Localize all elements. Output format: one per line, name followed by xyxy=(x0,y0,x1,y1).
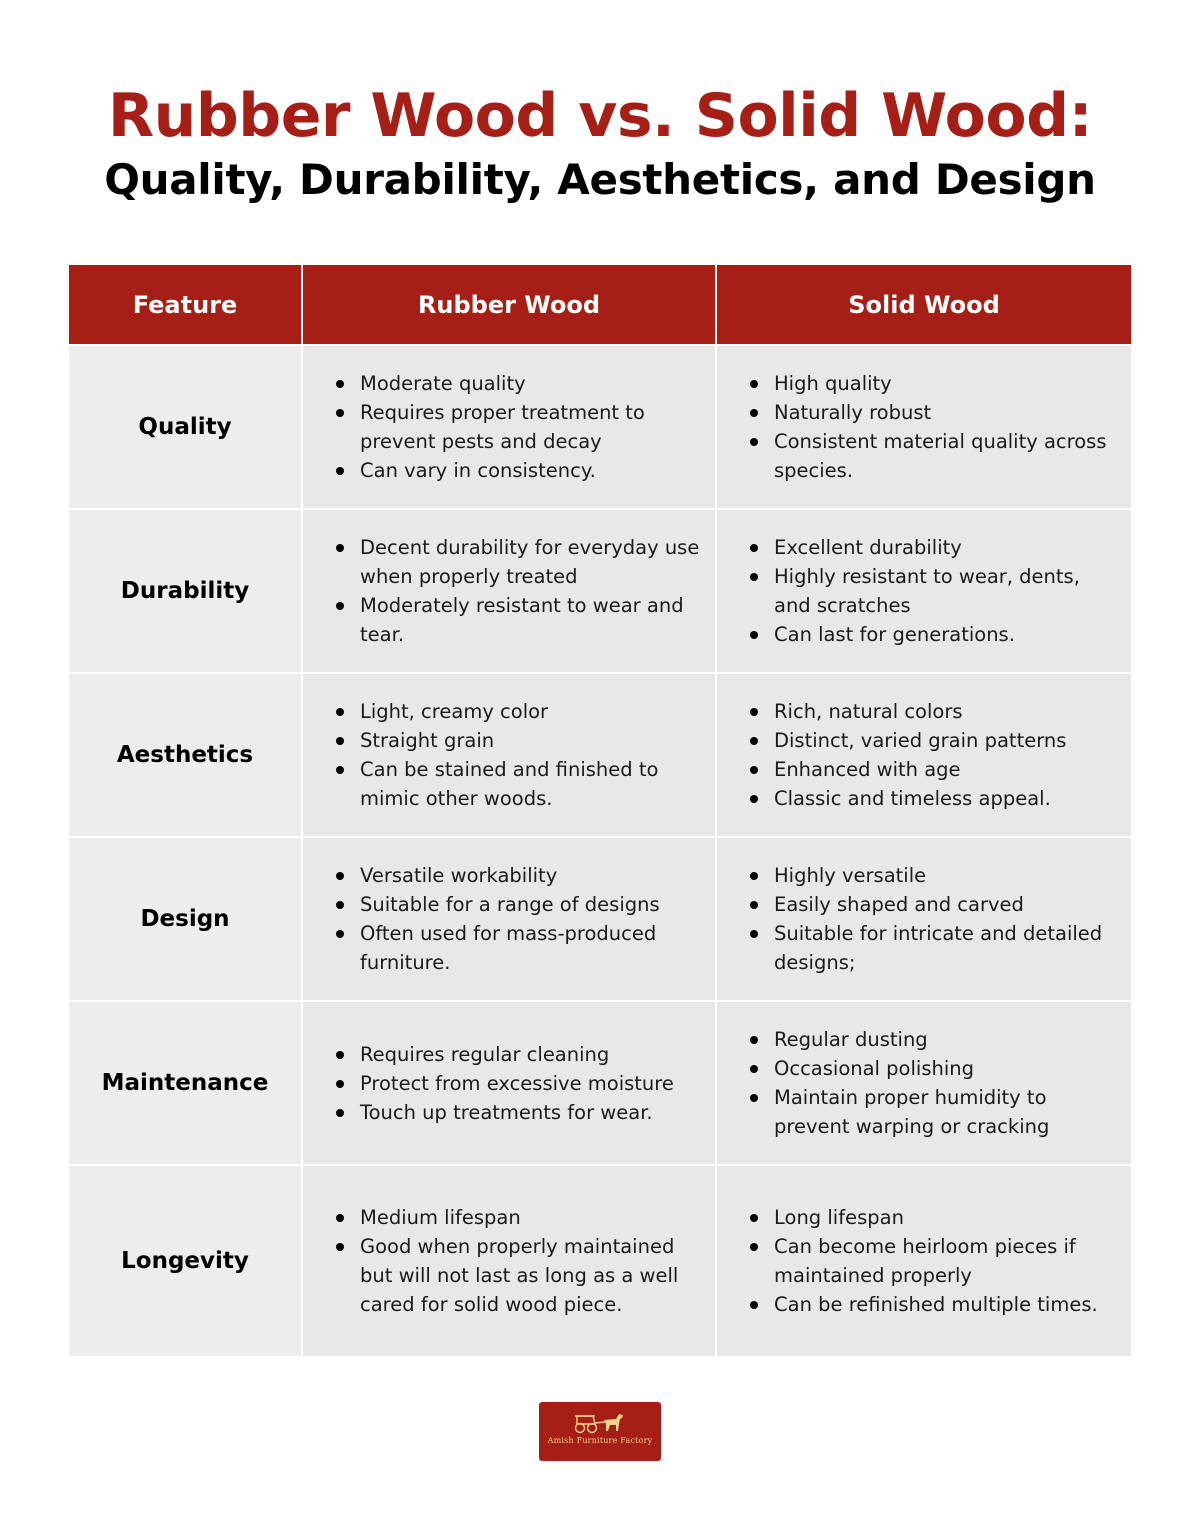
bullet-list xyxy=(303,861,715,977)
rubber-wood-cell xyxy=(303,1164,717,1356)
bullet-list xyxy=(303,369,715,485)
bullet-list xyxy=(303,1040,715,1127)
solid-wood-cell xyxy=(717,1164,1131,1356)
list-item: Naturally robust xyxy=(774,398,1131,427)
table-row-quality xyxy=(69,344,1131,508)
table-row-longevity xyxy=(69,1164,1131,1356)
list-item: Can be refinished multiple times. xyxy=(774,1290,1131,1319)
page-subtitle: Quality, Durability, Aesthetics, and Design xyxy=(104,155,1096,204)
list-item: Requires regular cleaning xyxy=(360,1040,715,1069)
feature-label: Quality xyxy=(69,344,303,508)
table-header-row xyxy=(69,265,1131,344)
solid-wood-cell xyxy=(717,836,1131,1000)
solid-wood-cell xyxy=(717,672,1131,836)
list-item: Excellent durability xyxy=(774,533,1131,562)
list-item: Suitable for a range of designs xyxy=(360,890,715,919)
list-item: Consistent material quality across species. xyxy=(774,427,1131,485)
list-item: Highly resistant to wear, dents, and scratches xyxy=(774,562,1131,620)
bullet-list xyxy=(303,1203,715,1319)
rubber-wood-cell xyxy=(303,836,717,1000)
list-item: Versatile workability xyxy=(360,861,715,890)
list-item: Protect from excessive moisture xyxy=(360,1069,715,1098)
feature-label: Maintenance xyxy=(69,1000,303,1164)
feature-label: Longevity xyxy=(69,1164,303,1356)
table-row-durability xyxy=(69,508,1131,672)
list-item: Rich, natural colors xyxy=(774,697,1131,726)
bullet-list xyxy=(717,369,1131,485)
feature-label: Aesthetics xyxy=(69,672,303,836)
list-item: Can become heirloom pieces if maintained properly xyxy=(774,1232,1131,1290)
bullet-list xyxy=(717,861,1131,977)
list-item: Highly versatile xyxy=(774,861,1131,890)
bullet-list xyxy=(717,1203,1131,1319)
solid-wood-cell xyxy=(717,1000,1131,1164)
list-item: Straight grain xyxy=(360,726,715,755)
list-item: Enhanced with age xyxy=(774,755,1131,784)
list-item: Moderately resistant to wear and tear. xyxy=(360,591,715,649)
horse-buggy-icon xyxy=(573,1410,627,1434)
table-row-maintenance xyxy=(69,1000,1131,1164)
comparison-table xyxy=(69,265,1131,1356)
page-title: Rubber Wood vs. Solid Wood: xyxy=(107,81,1093,151)
list-item: Long lifespan xyxy=(774,1203,1131,1232)
list-item: Touch up treatments for wear. xyxy=(360,1098,715,1127)
list-item: Can be stained and finished to mimic other woods. xyxy=(360,755,715,813)
list-item: Classic and timeless appeal. xyxy=(774,784,1131,813)
list-item: Occasional polishing xyxy=(774,1054,1131,1083)
list-item: Can last for generations. xyxy=(774,620,1131,649)
feature-label: Design xyxy=(69,836,303,1000)
rubber-wood-cell xyxy=(303,508,717,672)
bullet-list xyxy=(303,697,715,813)
logo-text: Amish Furniture Factory xyxy=(547,1436,653,1445)
bullet-list xyxy=(303,533,715,649)
header xyxy=(0,78,1200,206)
table-row-design xyxy=(69,836,1131,1000)
header-feature: Feature xyxy=(69,265,303,344)
rubber-wood-cell xyxy=(303,672,717,836)
list-item: High quality xyxy=(774,369,1131,398)
list-item: Regular dusting xyxy=(774,1025,1131,1054)
header-solid-wood: Solid Wood xyxy=(717,265,1131,344)
list-item: Can vary in consistency. xyxy=(360,456,715,485)
bullet-list xyxy=(717,533,1131,649)
list-item: Moderate quality xyxy=(360,369,715,398)
bullet-list xyxy=(717,1025,1131,1141)
list-item: Medium lifespan xyxy=(360,1203,715,1232)
list-item: Light, creamy color xyxy=(360,697,715,726)
list-item: Requires proper treatment to prevent pests and decay xyxy=(360,398,715,456)
rubber-wood-cell xyxy=(303,344,717,508)
solid-wood-cell xyxy=(717,508,1131,672)
brand-logo[interactable] xyxy=(539,1402,661,1461)
rubber-wood-cell xyxy=(303,1000,717,1164)
list-item: Good when properly maintained but will not last as long as a well cared for solid wood piece. xyxy=(360,1232,715,1319)
list-item: Easily shaped and carved xyxy=(774,890,1131,919)
table-row-aesthetics xyxy=(69,672,1131,836)
list-item: Suitable for intricate and detailed designs; xyxy=(774,919,1131,977)
solid-wood-cell xyxy=(717,344,1131,508)
header-rubber-wood: Rubber Wood xyxy=(303,265,717,344)
list-item: Often used for mass-produced furniture. xyxy=(360,919,715,977)
list-item: Distinct, varied grain patterns xyxy=(774,726,1131,755)
bullet-list xyxy=(717,697,1131,813)
feature-label: Durability xyxy=(69,508,303,672)
list-item: Decent durability for everyday use when properly treated xyxy=(360,533,715,591)
list-item: Maintain proper humidity to prevent warping or cracking xyxy=(774,1083,1131,1141)
